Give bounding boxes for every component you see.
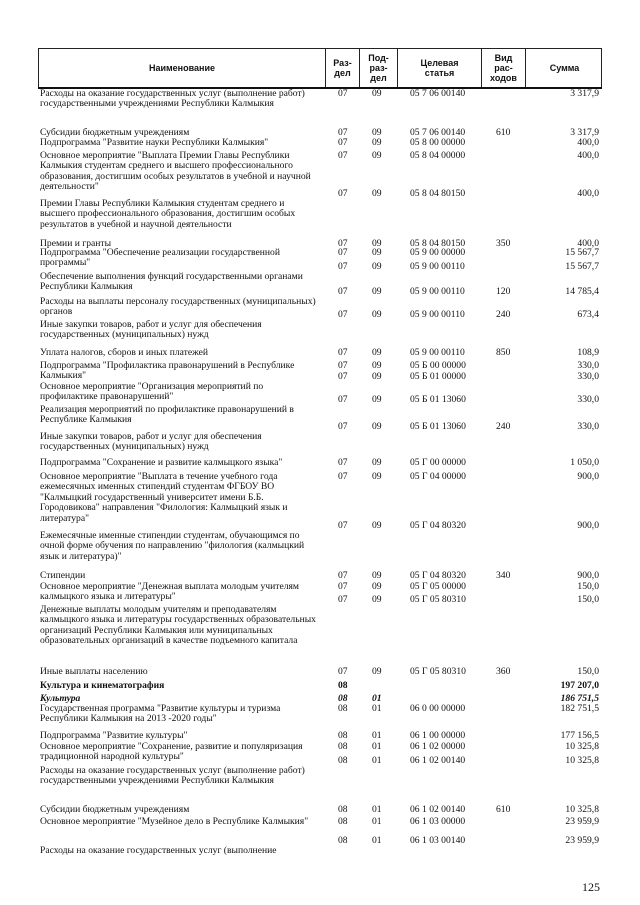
row-razdel: 07: [338, 370, 348, 382]
row-summa: 1 050,0: [570, 457, 599, 468]
row-vid-rashodov: 340: [496, 570, 511, 581]
row-razdel: 08: [338, 754, 348, 766]
row-vid-rashodov: 610: [496, 804, 511, 815]
row-summa: 900,0: [577, 471, 599, 482]
row-summa: 23 959,9: [565, 834, 599, 846]
row-razdel: 07: [338, 360, 348, 371]
row-vid-rashodov: 240: [496, 420, 511, 432]
row-podrazdel: 01: [372, 834, 382, 846]
row-razdel: 07: [338, 88, 348, 99]
row-razdel: 07: [338, 187, 348, 199]
row-name: Культура: [40, 693, 81, 704]
row-celevaya-statya: 05 8 04 00000: [410, 150, 466, 161]
row-razdel: 07: [338, 238, 348, 249]
row-name: Денежные выплаты молодым учителям и преподавателям калмыцкого языка и литературы государственных образовательных организаций Республики Калмыкия или муниципальных образовательных организаций в качестве подъемного капитала: [40, 604, 316, 647]
row-name: Субсидии бюджетным учреждениям: [40, 804, 190, 815]
row-celevaya-statya: 05 8 04 80150: [410, 238, 466, 249]
row-podrazdel: 09: [372, 519, 382, 531]
row-razdel: 07: [338, 393, 348, 405]
row-summa: 900,0: [577, 519, 599, 531]
row-celevaya-statya: 06 1 02 00140: [410, 804, 466, 815]
row-razdel: 07: [338, 347, 348, 358]
row-summa: 10 325,8: [565, 741, 599, 752]
row-podrazdel: 09: [372, 308, 382, 320]
row-summa: 108,9: [577, 347, 599, 358]
row-celevaya-statya: 06 1 02 00000: [410, 741, 466, 752]
row-podrazdel: 09: [372, 247, 382, 258]
row-name: Основное мероприятие "Организация мероприятий по профилактике правонарушений": [40, 381, 264, 403]
row-name: Реализация мероприятий по профилактике правонарушений в Республике Калмыкия: [40, 404, 294, 426]
row-name: Основное мероприятие "Сохранение, развитие и популяризация традиционной народной культуры": [40, 741, 303, 763]
row-razdel: 07: [338, 150, 348, 161]
row-name: Премии и гранты: [40, 238, 112, 249]
row-summa: 330,0: [577, 360, 599, 371]
row-podrazdel: 01: [372, 754, 382, 766]
header-vid-rashodov: Вид рас- ходов: [481, 49, 525, 87]
header-name: Наименование: [148, 63, 216, 73]
row-podrazdel: 09: [372, 360, 382, 371]
page-number: 125: [582, 880, 600, 894]
row-name: Ежемесячные именные стипендии студентам, обучающимся по очной форме обучения по направлению "филология (калмыцкий язык и литература)": [40, 530, 305, 562]
row-celevaya-statya: 06 1 00 00000: [410, 730, 466, 741]
row-celevaya-statya: 05 Г 05 80310: [410, 666, 466, 677]
row-vid-rashodov: 850: [496, 347, 511, 358]
row-podrazdel: 09: [372, 393, 382, 405]
row-razdel: 07: [338, 127, 348, 138]
row-summa: 330,0: [577, 393, 599, 405]
row-podrazdel: 09: [372, 570, 382, 581]
row-vid-rashodov: 350: [496, 238, 511, 249]
row-celevaya-statya: 05 8 00 00000: [410, 137, 466, 148]
row-name: Премии Главы Республики Калмыкия студентам среднего и высшего профессионального образования, достигшим особых результатов в учебной и научной деятельности: [40, 198, 296, 230]
row-celevaya-statya: 05 Б 00 00000: [410, 360, 466, 371]
row-summa: 900,0: [577, 570, 599, 581]
row-celevaya-statya: 06 1 02 00140: [410, 754, 466, 766]
row-razdel: 07: [338, 420, 348, 432]
row-name: Расходы на оказание государственных услуг (выполнение: [40, 845, 277, 856]
row-razdel: 07: [338, 457, 348, 468]
row-podrazdel: 09: [372, 457, 382, 468]
row-razdel: 08: [338, 741, 348, 752]
row-name: Иные закупки товаров, работ и услуг для обеспечения государственных (муниципальных) нужд: [40, 431, 262, 453]
row-podrazdel: 09: [372, 420, 382, 432]
row-summa: 3 317,9: [570, 88, 599, 99]
row-name: Уплата налогов, сборов и иных платежей: [40, 347, 209, 358]
row-name: Расходы на оказание государственных услуг (выполнение работ) государственными учреждениями Республики Калмыкия: [40, 88, 305, 110]
row-razdel: 08: [338, 693, 348, 704]
row-podrazdel: 01: [372, 703, 382, 714]
row-name: Основное мероприятие "Выплата Премии Главы Республики Калмыкия студентам среднего и высшего профессионального образования, достигшим особых результатов в учебной и научной деятельности": [40, 150, 311, 193]
row-razdel: 07: [338, 593, 348, 605]
row-celevaya-statya: 05 Г 04 00000: [410, 471, 466, 482]
row-name: Стипендии: [40, 570, 86, 581]
row-razdel: 07: [338, 137, 348, 148]
row-podrazdel: 01: [372, 693, 382, 704]
row-celevaya-statya: 05 Г 05 80310: [410, 593, 466, 605]
row-razdel: 07: [338, 260, 348, 272]
row-razdel: 08: [338, 703, 348, 714]
row-razdel: 08: [338, 834, 348, 846]
row-name: Основное мероприятие "Денежная выплата молодым учителям калмыцкого языка и литературы": [40, 581, 299, 603]
row-podrazdel: 09: [372, 137, 382, 148]
row-name: Подпрограмма "Развитие науки Республики Калмыкия": [40, 137, 269, 148]
row-name: Подпрограмма "Профилактика правонарушений в Республике Калмыкия": [40, 360, 295, 382]
row-name: Подпрограмма "Сохранение и развитие калмыцкого языка": [40, 457, 283, 468]
row-podrazdel: 09: [372, 285, 382, 297]
row-celevaya-statya: 05 Б 01 13060: [410, 393, 466, 405]
row-podrazdel: 09: [372, 471, 382, 482]
row-summa: 197 207,0: [560, 680, 599, 691]
row-razdel: 08: [338, 804, 348, 815]
row-celevaya-statya: 05 9 00 00110: [410, 260, 465, 272]
row-summa: 186 751,5: [560, 693, 599, 704]
row-razdel: 08: [338, 816, 348, 827]
row-summa: 14 785,4: [565, 285, 599, 297]
row-celevaya-statya: 06 1 03 00000: [410, 816, 466, 827]
row-celevaya-statya: 05 Г 04 80320: [410, 519, 466, 531]
row-name: Государственная программа "Развитие культуры и туризма Республики Калмыкия на 2013 -2020 годы": [40, 703, 281, 725]
row-podrazdel: 01: [372, 816, 382, 827]
row-summa: 3 317,9: [570, 127, 599, 138]
row-podrazdel: 01: [372, 804, 382, 815]
row-celevaya-statya: 06 1 03 00140: [410, 834, 466, 846]
row-podrazdel: 09: [372, 88, 382, 99]
row-summa: 400,0: [577, 187, 599, 199]
row-razdel: 07: [338, 471, 348, 482]
row-name: Иные выплаты населению: [40, 666, 148, 677]
row-podrazdel: 09: [372, 187, 382, 199]
row-vid-rashodov: 360: [496, 666, 511, 677]
row-razdel: 07: [338, 285, 348, 297]
row-name: Субсидии бюджетным учреждениям: [40, 127, 190, 138]
row-vid-rashodov: 610: [496, 127, 511, 138]
row-celevaya-statya: 05 Г 05 00000: [410, 581, 466, 592]
row-summa: 330,0: [577, 420, 599, 432]
row-name: Подпрограмма "Обеспечение реализации государственной программы": [40, 247, 280, 269]
row-summa: 182 751,5: [560, 703, 599, 714]
row-summa: 23 959,9: [565, 816, 599, 827]
row-razdel: 07: [338, 570, 348, 581]
header-podrazdel: Под- раз- дел: [359, 49, 397, 87]
row-podrazdel: 09: [372, 127, 382, 138]
row-razdel: 07: [338, 581, 348, 592]
row-summa: 400,0: [577, 150, 599, 161]
row-podrazdel: 09: [372, 666, 382, 677]
header-celevaya-statya: Целевая статья: [397, 49, 481, 87]
row-podrazdel: 09: [372, 593, 382, 605]
row-razdel: 08: [338, 730, 348, 741]
row-name: Основное мероприятие "Музейное дело в Республике Калмыкия": [40, 816, 309, 827]
row-podrazdel: 09: [372, 260, 382, 272]
header-razdel: Раз- дел: [325, 49, 359, 87]
table-header: [38, 48, 602, 88]
row-podrazdel: 01: [372, 741, 382, 752]
row-celevaya-statya: 05 9 00 00000: [410, 247, 466, 258]
row-celevaya-statya: 05 7 06 00140: [410, 127, 466, 138]
row-name: Основное мероприятие "Выплата в течение учебного года ежемесячных именных стипендий студентам ФГБОУ ВО "Калмыцкий государственный университет имени Б.Б. Городовикова" направления "Филология: Калмыцкий язык и литература": [40, 471, 288, 524]
row-podrazdel: 09: [372, 370, 382, 382]
row-celevaya-statya: 05 7 06 00140: [410, 88, 466, 99]
row-podrazdel: 09: [372, 347, 382, 358]
row-summa: 15 567,7: [565, 247, 599, 258]
row-name: Иные закупки товаров, работ и услуг для обеспечения государственных (муниципальных) нужд: [40, 319, 262, 341]
row-podrazdel: 09: [372, 238, 382, 249]
row-vid-rashodov: 240: [496, 308, 511, 320]
row-summa: 177 156,5: [560, 730, 599, 741]
header-summa: Сумма: [525, 49, 603, 87]
row-summa: 400,0: [577, 137, 599, 148]
row-summa: 15 567,7: [565, 260, 599, 272]
row-name: Обеспечение выполнения функций государственными органами Республики Калмыкия: [40, 271, 303, 293]
row-summa: 150,0: [577, 593, 599, 605]
row-summa: 150,0: [577, 666, 599, 677]
row-name: Подпрограмма "Развитие культуры": [40, 730, 188, 741]
row-podrazdel: 01: [372, 730, 382, 741]
row-summa: 400,0: [577, 238, 599, 249]
row-razdel: 08: [338, 680, 348, 691]
row-podrazdel: 09: [372, 150, 382, 161]
row-razdel: 07: [338, 666, 348, 677]
row-summa: 673,4: [577, 308, 599, 320]
row-celevaya-statya: 05 Г 04 80320: [410, 570, 466, 581]
row-razdel: 07: [338, 519, 348, 531]
row-summa: 10 325,8: [565, 754, 599, 766]
row-celevaya-statya: 05 9 00 00110: [410, 347, 465, 358]
row-celevaya-statya: 06 0 00 00000: [410, 703, 466, 714]
row-celevaya-statya: 05 9 00 00110: [410, 308, 465, 320]
row-celevaya-statya: 05 Б 01 13060: [410, 420, 466, 432]
row-name: Расходы на выплаты персоналу государственных (муниципальных) органов: [40, 296, 316, 318]
row-name: Культура и кинематография: [40, 680, 165, 691]
row-celevaya-statya: 05 8 04 80150: [410, 187, 466, 199]
row-razdel: 07: [338, 247, 348, 258]
row-podrazdel: 09: [372, 581, 382, 592]
row-celevaya-statya: 05 9 00 00110: [410, 285, 465, 297]
row-celevaya-statya: 05 Г 00 00000: [410, 457, 466, 468]
row-razdel: 07: [338, 308, 348, 320]
row-name: Расходы на оказание государственных услуг (выполнение работ) государственными учреждениями Республики Калмыкия: [40, 765, 305, 787]
row-summa: 150,0: [577, 581, 599, 592]
row-summa: 10 325,8: [565, 804, 599, 815]
row-celevaya-statya: 05 Б 01 00000: [410, 370, 466, 382]
row-vid-rashodov: 120: [496, 285, 511, 297]
row-summa: 330,0: [577, 370, 599, 382]
